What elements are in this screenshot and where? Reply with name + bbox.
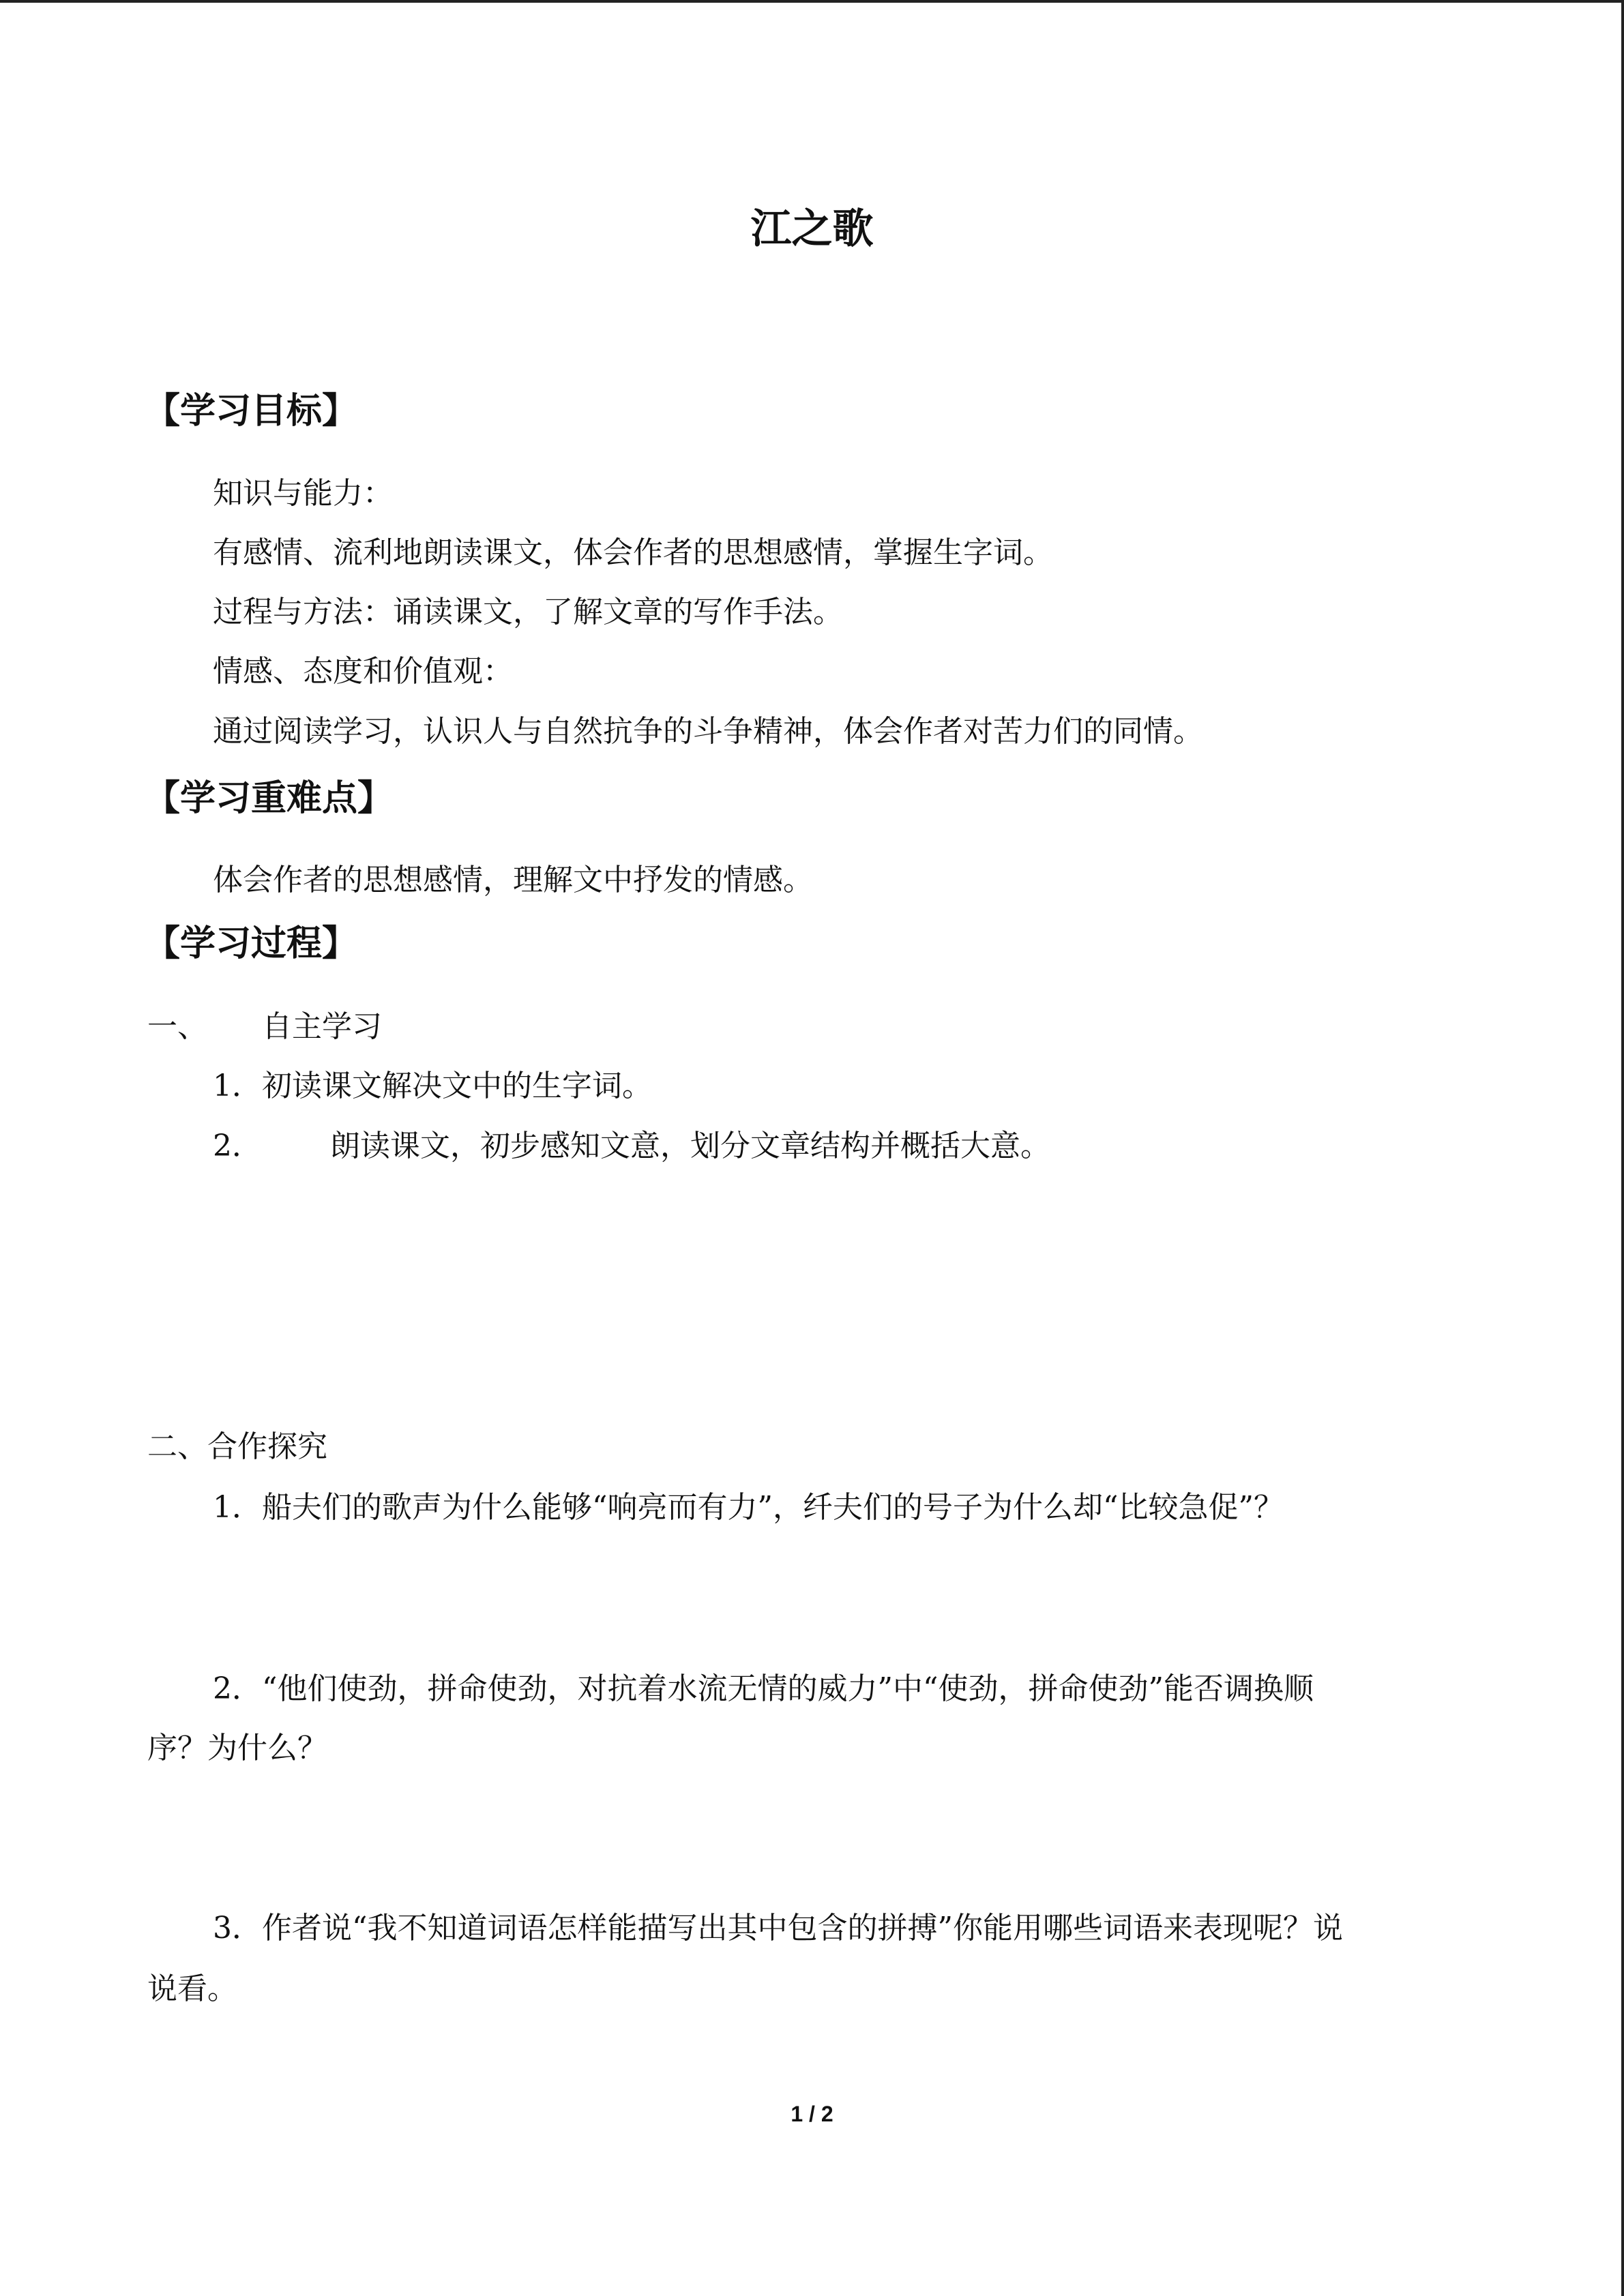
heading-learning-process: 【学习过程】 (145, 923, 358, 964)
goals-line-2: 有感情、流利地朗读课文，体会作者的思想感情，掌握生字词。 (213, 535, 1053, 570)
page-border-right (1621, 0, 1624, 2296)
part1-item-1 (213, 1069, 652, 1105)
part2-question-2-line-2: 序？为什么？ (147, 1731, 327, 1765)
heading-key-points: 【学习重难点】 (145, 778, 394, 819)
part1-label: 自主学习 (262, 1009, 382, 1044)
goals-line-1: 知识与能力： (213, 476, 393, 511)
part2-header: 二、合作探究 (147, 1429, 327, 1464)
part2-question-3-line-1: 3．作者说“我不知道词语怎样能描写出其中包含的拼搏”你能用哪些词语来表现呢？说 (213, 1911, 1343, 1945)
goals-line-5: 通过阅读学习，认识人与自然抗争的斗争精神，体会作者对苦力们的同情。 (213, 714, 1203, 749)
page-border-top (0, 0, 1624, 3)
heading-learning-goals: 【学习目标】 (145, 391, 358, 432)
part2-question-1: 1．船夫们的歌声为什么能够“响亮而有力”，纤夫们的号子为什么却“比较急促”？ (213, 1490, 1284, 1525)
goals-line-3: 过程与方法：诵读课文，了解文章的写作手法。 (213, 595, 843, 629)
goals-line-4: 情感、态度和价值观： (213, 654, 513, 689)
part1-item-2-number: 2． (213, 1129, 262, 1163)
part1-item-1-text: 初读课文解决文中的生字词。 (262, 1069, 652, 1103)
part1-number: 一、 (147, 1009, 207, 1044)
part1-item-2-text: 朗读课文，初步感知文意，划分文章结构并概括大意。 (330, 1129, 1050, 1163)
document-title: 江之歌 (750, 205, 874, 253)
part1-header (147, 1009, 382, 1045)
part1-item-2 (213, 1129, 1050, 1165)
part1-item-1-number: 1． (213, 1069, 262, 1103)
part2-question-2-line-1: 2．“他们使劲，拼命使劲，对抗着水流无情的威力”中“使劲，拼命使劲”能否调换顺 (213, 1671, 1314, 1706)
part2-question-3-line-2: 说看。 (147, 1971, 237, 2006)
page-number: 1 / 2 (791, 2102, 833, 2126)
key-points-line-1: 体会作者的思想感情，理解文中抒发的情感。 (213, 863, 813, 897)
